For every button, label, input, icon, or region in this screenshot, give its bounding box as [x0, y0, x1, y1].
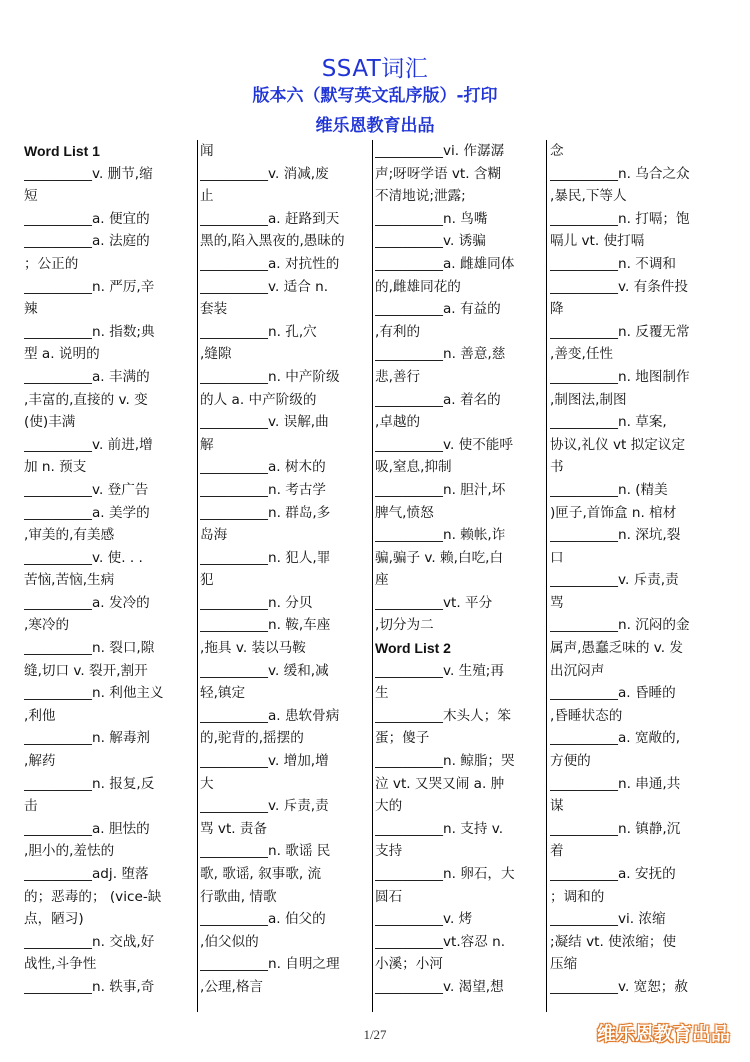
- vocab-line: 支持: [375, 843, 403, 860]
- vocab-line: __________n. 利他主义: [24, 685, 164, 702]
- vocab-line: __________v. 诱骗: [375, 233, 486, 250]
- vocab-line: __________v. 使不能呼: [375, 436, 513, 453]
- vocab-line: 歌, 歌谣, 叙事歌, 流: [200, 866, 322, 882]
- vocab-line: ;凝结 vt. 使浓缩；使: [550, 933, 677, 950]
- vocab-line: ,制图法,制图: [550, 391, 627, 408]
- vocab-column-4: [550, 140, 722, 1012]
- vocab-line: 降: [550, 301, 564, 318]
- vocab-line: __________a. 昏睡的: [550, 685, 676, 702]
- vocab-line: __________n. 鞍,车座: [200, 617, 331, 634]
- vocab-line: ,利他: [24, 707, 56, 724]
- vocab-line: ,丰富的,直接的 v. 变: [24, 391, 148, 408]
- vocab-line: __________vi. 浓缩: [550, 911, 666, 928]
- vocab-line: 的,驼背的,摇摆的: [200, 730, 304, 747]
- vocab-line: ,切分为二: [375, 617, 434, 634]
- vocab-line: 的,雌雄同花的: [375, 278, 461, 295]
- vocab-line: 大的: [375, 798, 403, 815]
- vocab-line: 悲,善行: [375, 368, 421, 385]
- vocab-line: 轻,镇定: [200, 685, 246, 702]
- vocab-line: 圆石: [375, 888, 403, 905]
- vocab-line: ,寒冷的: [24, 617, 70, 634]
- vocab-line: ,卓越的: [375, 414, 421, 431]
- vocab-line: __________n. 乌合之众: [550, 165, 690, 182]
- vocab-line: __________a. 安抚的: [550, 866, 676, 882]
- vocab-line: __________v. 有条件投: [550, 278, 688, 295]
- publisher-watermark: 维乐恩教育出品: [596, 1023, 730, 1045]
- vocab-line: 谋: [550, 798, 564, 815]
- vocab-line: 不清地说;泄露;: [375, 188, 466, 205]
- vocab-line: 套装: [200, 301, 228, 318]
- vocab-line: 短: [24, 188, 38, 205]
- vocab-line: ；调和的: [550, 888, 605, 905]
- vocab-line: __________n. 歌谣 民: [200, 843, 331, 860]
- vocab-column-3: [375, 140, 545, 1012]
- vocab-line: __________n. (精美: [550, 481, 668, 498]
- vocab-line: __________a. 丰满的: [24, 368, 150, 385]
- vocab-line: __________n. 不调和: [550, 255, 677, 272]
- vocab-line: ,公理,格言: [200, 978, 264, 995]
- vocab-line: 大: [200, 775, 214, 792]
- vocab-line: 蛋；傻子: [375, 730, 430, 747]
- vocab-line: ；公正的: [24, 255, 79, 272]
- vocab-line: __________vi. 作潺潺: [375, 143, 505, 159]
- vocab-line: 着: [550, 843, 564, 860]
- vocab-line: __________v. 删节,缩: [24, 165, 153, 182]
- vocab-line: 协议,礼仪 vt 拟定议定: [550, 436, 686, 453]
- vocab-line: ,昏睡状态的: [550, 707, 623, 724]
- vocab-line: __________a. 美学的: [24, 504, 150, 521]
- vocab-line: 苦恼,苦恼,生病: [24, 572, 115, 589]
- vocab-line: __________a. 树木的: [200, 459, 326, 476]
- vocab-line: __________v. 使. . .: [24, 549, 143, 566]
- vocab-line: __________v. 误解,曲: [200, 414, 329, 431]
- vocab-line: __________n. 胆汁,坏: [375, 481, 506, 498]
- vocab-line: __________n. 交战,好: [24, 933, 155, 950]
- vocab-line: __________n. 指数;典: [24, 323, 155, 340]
- vocab-line: __________n. 鲸脂；哭: [375, 753, 515, 770]
- page-number: 1/27: [363, 1027, 387, 1042]
- vocab-line: __________n. 打嗝；饱: [550, 210, 690, 227]
- word-list-heading: Word List 2: [375, 640, 451, 657]
- vocab-line: 型 a. 说明的: [24, 346, 100, 363]
- vocab-line: 辣: [24, 301, 38, 318]
- vocab-line: 小溪；小河: [375, 956, 443, 973]
- vocab-line: 方便的: [550, 753, 591, 770]
- vocab-line: 嗝儿 vt. 使打嗝: [550, 233, 645, 250]
- vocab-line: 岛海: [200, 527, 228, 544]
- vocab-line: __________n. 深坑,裂: [550, 527, 681, 544]
- vocab-line: 的；恶毒的； (vice-缺: [24, 888, 162, 905]
- vocab-line: 念: [550, 143, 564, 159]
- vocab-line: (使)丰满: [24, 414, 76, 431]
- vocab-line: __________adj. 堕落: [24, 866, 149, 882]
- vocab-line: __________n. 群岛,多: [200, 504, 331, 521]
- vocab-line: __________n. 轶事,奇: [24, 978, 155, 995]
- vocab-line: __________n. 解毒剂: [24, 730, 151, 747]
- vocab-line: 黑的,陷入黑夜的,愚昧的: [200, 233, 345, 250]
- vocab-line: __________n. 支持 v.: [375, 820, 504, 837]
- vocab-line: __________n. 草案,: [550, 414, 667, 431]
- vocab-line: __________n. 考古学: [200, 481, 327, 498]
- vocab-line: ,解药: [24, 753, 56, 770]
- vocab-line: __________n. 孔,穴: [200, 323, 317, 340]
- vocab-line: 骗,骗子 v. 赖,白吃,白: [375, 549, 504, 566]
- vocab-line: __________a. 发冷的: [24, 594, 150, 611]
- vocab-line: __________a. 着名的: [375, 391, 501, 408]
- vocab-line: __________木头人；笨: [375, 707, 511, 724]
- vocab-line: 犯: [200, 572, 214, 589]
- vocab-line: __________a. 法庭的: [24, 233, 150, 250]
- vocab-line: 属声,愚蠢乏味的 v. 发: [550, 640, 684, 657]
- vocab-line: __________n. 自明之理: [200, 956, 340, 973]
- vocab-line: __________v. 烤: [375, 911, 473, 928]
- vocab-line: 吸,窒息,抑制: [375, 459, 452, 476]
- vocab-line: __________v. 适合 n.: [200, 278, 329, 295]
- vocab-line: __________a. 雌雄同体: [375, 255, 515, 272]
- vocab-line: 行歌曲, 情歌: [200, 888, 277, 905]
- vocab-line: __________n. 报复,反: [24, 775, 155, 792]
- vocab-line: __________n. 反覆无常: [550, 323, 690, 340]
- vocab-line: __________n. 鸟嘴: [375, 210, 488, 227]
- vocab-line: 点，陋习): [24, 911, 84, 928]
- vocab-line: __________a. 宽敞的,: [550, 730, 681, 747]
- vocab-line: 战性,斗争性: [24, 956, 97, 973]
- vocab-line: __________n. 串通,共: [550, 775, 681, 792]
- vocab-line: __________a. 对抗性的: [200, 255, 340, 272]
- vocab-line: 止: [200, 188, 214, 205]
- vocab-line: __________a. 患软骨病: [200, 707, 340, 724]
- vocab-line: ,善变,任性: [550, 346, 614, 363]
- vocab-line: ,暴民,下等人: [550, 188, 627, 205]
- vocab-line: __________a. 胆怯的: [24, 820, 150, 837]
- vocab-line: 闻: [200, 143, 214, 159]
- vocab-line: 出沉闷声: [550, 662, 605, 679]
- vocab-line: ,缝隙: [200, 346, 232, 363]
- vocab-line: __________a. 伯父的: [200, 911, 326, 928]
- vocab-line: __________v. 登广告: [24, 481, 149, 498]
- vocab-line: __________n. 镇静,沉: [550, 820, 681, 837]
- vocab-line: 脾气,愤怒: [375, 504, 434, 521]
- publisher-line: 维乐恩教育出品: [315, 116, 435, 136]
- vocab-line: ,拖具 v. 装以马鞍: [200, 640, 306, 657]
- vocab-line: 声;呀呀学语 vt. 含糊: [375, 165, 502, 182]
- vocab-line: 缝,切口 v. 裂开,割开: [24, 662, 148, 679]
- vocab-line: ,胆小的,羞怯的: [24, 843, 115, 860]
- vocab-line: ,伯父似的: [200, 933, 259, 950]
- vocab-line: __________a. 有益的: [375, 301, 501, 318]
- vocab-line: )匣子,首饰盒 n. 棺材: [550, 504, 677, 521]
- vocab-line: __________n. 善意,慈: [375, 346, 506, 363]
- vocab-line: 骂: [550, 594, 564, 611]
- vocab-line: __________n. 分贝: [200, 594, 313, 611]
- vocabulary-columns: [20, 140, 734, 1012]
- vocab-line: __________v. 渴望,想: [375, 978, 504, 995]
- vocab-line: 书: [550, 459, 564, 476]
- vocab-line: __________n. 沉闷的金: [550, 617, 690, 634]
- vocab-line: __________n. 裂口,隙: [24, 640, 155, 657]
- document-subtitle: 版本六（默写英文乱序版）-打印: [252, 86, 498, 106]
- vocab-line: __________vt.容忍 n.: [375, 933, 506, 950]
- vocab-line: __________v. 斥责,责: [200, 798, 329, 815]
- vocab-column-1: [24, 140, 194, 1012]
- vocab-line: 击: [24, 798, 38, 815]
- vocab-line: __________v. 缓和,减: [200, 662, 329, 679]
- vocab-line: __________n. 严厉,辛: [24, 278, 155, 295]
- vocab-line: __________v. 生殖;再: [375, 662, 504, 679]
- vocab-line: __________n. 地图制作: [550, 368, 690, 385]
- vocab-line: __________vt. 平分: [375, 594, 493, 611]
- vocab-line: 加 n. 预支: [24, 459, 87, 476]
- vocab-line: __________n. 卵石，大: [375, 866, 515, 882]
- vocab-line: 骂 vt. 责备: [200, 820, 268, 837]
- vocab-line: __________a. 便宜的: [24, 210, 150, 227]
- vocab-line: 压缩: [550, 956, 578, 973]
- word-list-heading: Word List 1: [24, 143, 100, 159]
- vocab-line: __________n. 犯人,罪: [200, 549, 331, 566]
- vocab-line: __________v. 增加,增: [200, 753, 329, 770]
- vocab-column-2: [200, 140, 370, 1012]
- vocab-line: __________a. 赶路到天: [200, 210, 340, 227]
- vocab-line: __________v. 宽恕；赦: [550, 978, 688, 995]
- vocab-line: 解: [200, 436, 214, 453]
- vocab-line: __________v. 前进,增: [24, 436, 153, 453]
- vocab-line: ,审美的,有美感: [24, 527, 115, 544]
- vocab-line: __________n. 赖帐,诈: [375, 527, 506, 544]
- vocab-line: 的人 a. 中产阶级的: [200, 391, 317, 408]
- document-title: SSAT词汇: [321, 56, 429, 82]
- vocab-line: ,有利的: [375, 323, 421, 340]
- vocab-line: __________v. 斥责,责: [550, 572, 679, 589]
- vocab-line: 座: [375, 572, 389, 589]
- vocab-line: 泣 vt. 又哭又闹 a. 肿: [375, 775, 505, 792]
- vocab-line: __________v. 消减,废: [200, 165, 329, 182]
- vocab-line: 生: [375, 685, 389, 702]
- vocab-line: 口: [550, 549, 564, 566]
- vocab-line: __________n. 中产阶级: [200, 368, 340, 385]
